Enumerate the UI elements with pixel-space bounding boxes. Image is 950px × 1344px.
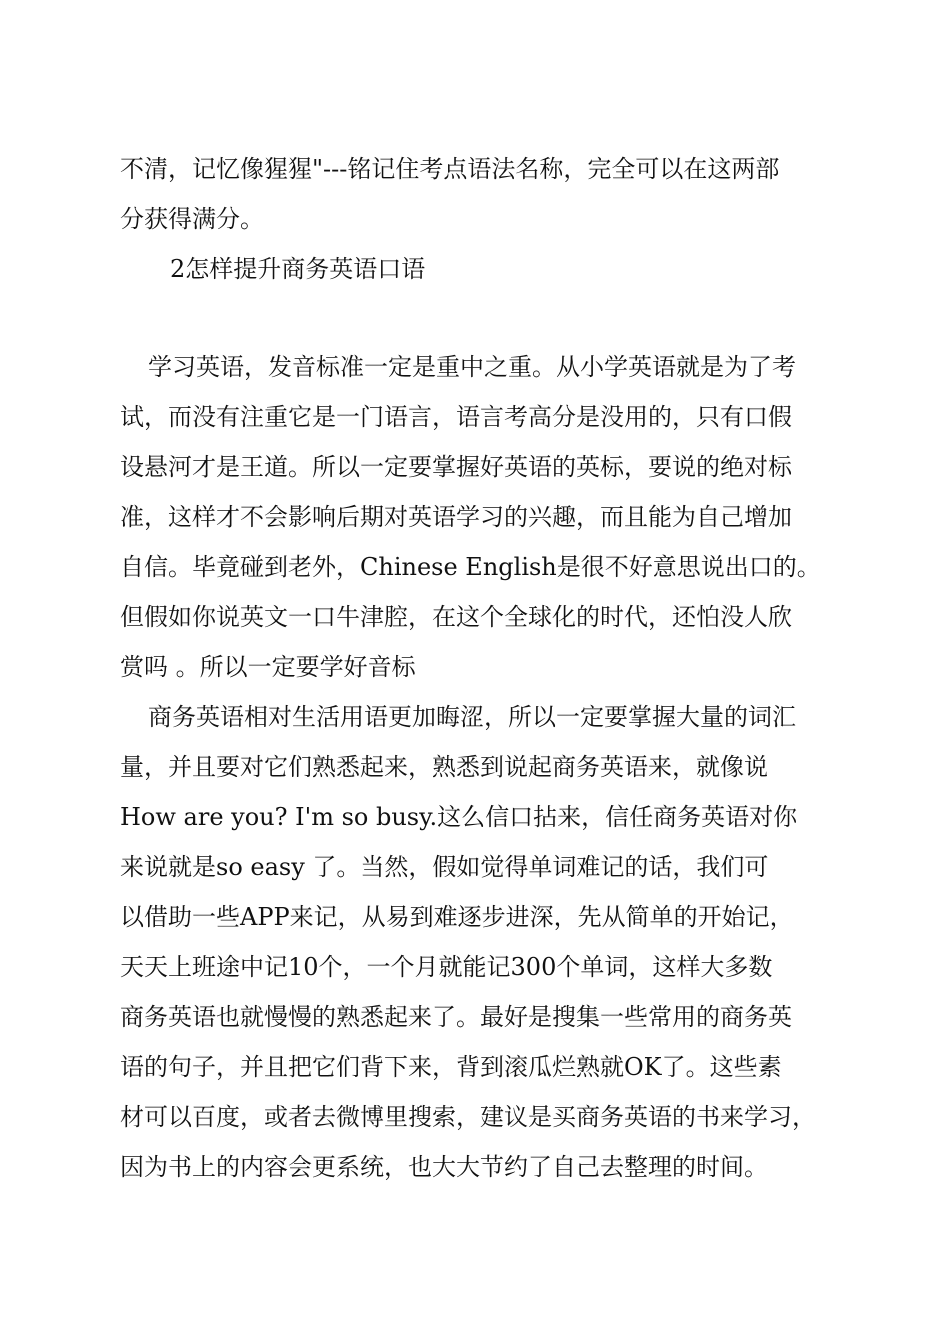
text-line: 商务英语也就慢慢的熟悉起来了。最好是搜集一些常用的商务英	[120, 1003, 792, 1031]
text-line: 分获得满分。	[120, 205, 264, 233]
text-line: 来说就是so easy 了。当然，假如觉得单词难记的话，我们可	[120, 853, 769, 881]
paragraph-first-line: 商务英语相对生活用语更加晦涩，所以一定要掌握大量的词汇	[148, 703, 796, 731]
section-heading: 2怎样提升商务英语口语	[170, 255, 426, 283]
text-line: 不清，记忆像猩猩"---铭记住考点语法名称，完全可以在这两部	[120, 155, 780, 183]
text-line: 语的句子，并且把它们背下来，背到滚瓜烂熟就OK了。这些素	[120, 1053, 782, 1081]
text-line: 赏吗 。所以一定要学好音标	[120, 653, 416, 681]
text-line: 因为书上的内容会更系统，也大大节约了自己去整理的时间。	[120, 1153, 768, 1181]
text-line: 自信。毕竟碰到老外，Chinese English是很不好意思说出口的。	[120, 553, 821, 581]
text-line: 设悬河才是王道。所以一定要掌握好英语的英标，要说的绝对标	[120, 453, 792, 481]
text-line: 以借助一些APP来记，从易到难逐步进深，先从简单的开始记，	[120, 903, 794, 931]
text-line: 天天上班途中记10个，一个月就能记300个单词，这样大多数	[120, 953, 773, 981]
text-line: 材可以百度，或者去微博里搜索，建议是买商务英语的书来学习，	[120, 1103, 816, 1131]
text-line: 试，而没有注重它是一门语言，语言考高分是没用的，只有口假	[120, 403, 792, 431]
text-line: 准，这样才不会影响后期对英语学习的兴趣，而且能为自己增加	[120, 503, 792, 531]
text-line: 但假如你说英文一口牛津腔，在这个全球化的时代，还怕没人欣	[120, 603, 792, 631]
paragraph-first-line: 学习英语，发音标准一定是重中之重。从小学英语就是为了考	[148, 353, 796, 381]
text-line: How are you? I'm so busy.这么信口拈来，信任商务英语对你	[120, 803, 798, 831]
text-line: 量，并且要对它们熟悉起来，熟悉到说起商务英语来，就像说	[120, 753, 768, 781]
